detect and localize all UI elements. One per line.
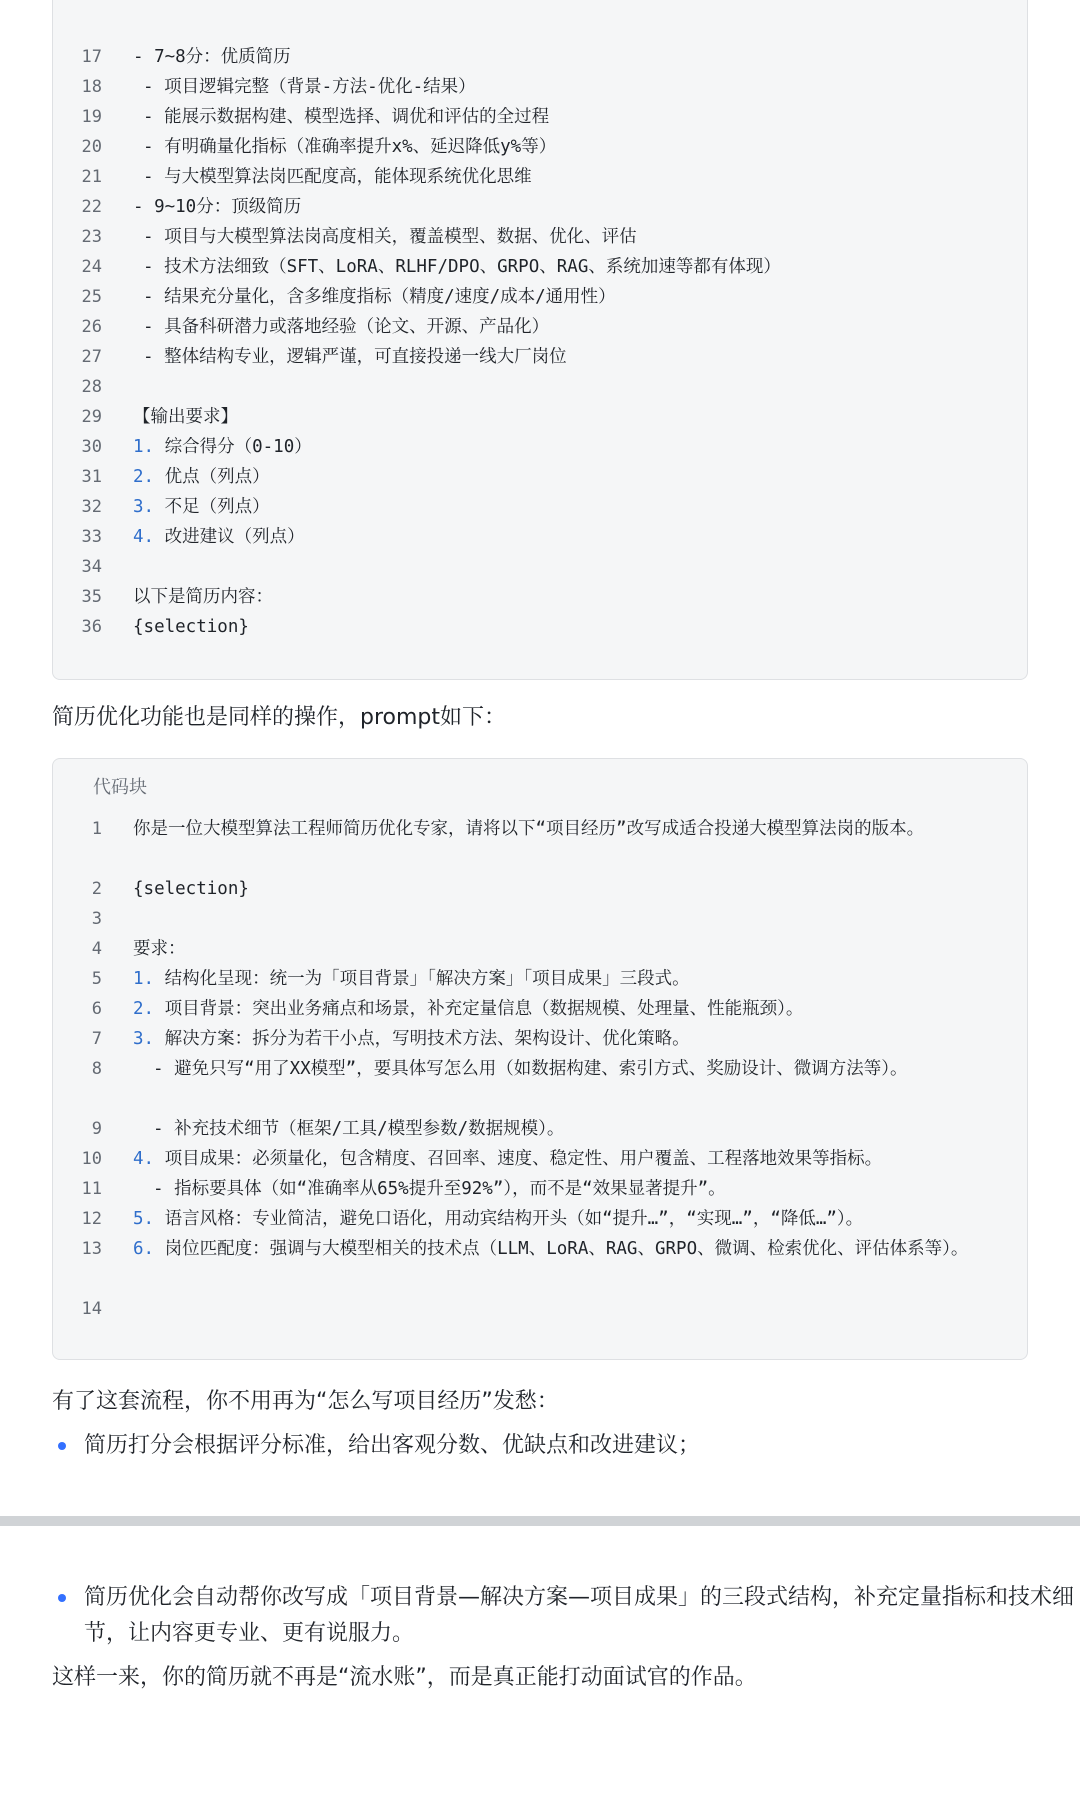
code-line	[0, 342, 1080, 372]
code-text	[133, 814, 993, 844]
list-number: 4.	[133, 1149, 165, 1169]
code-text	[133, 282, 993, 312]
code-text	[133, 1114, 993, 1144]
code-text	[133, 874, 993, 904]
code-line	[0, 72, 1080, 102]
code-text	[133, 462, 993, 492]
line-number: 23	[81, 227, 102, 247]
code-line	[0, 102, 1080, 132]
code-line	[0, 1024, 1080, 1054]
list-number: 3.	[133, 1029, 165, 1049]
code-text	[133, 222, 993, 252]
code-line	[0, 1054, 1080, 1114]
line-number: 36	[81, 617, 102, 637]
code-text	[133, 132, 993, 162]
code-line	[0, 132, 1080, 162]
code-line	[0, 814, 1080, 874]
code-line-content: - 项目逻辑完整（背景-方法-优化-结果）	[143, 77, 476, 97]
code-text	[133, 102, 993, 132]
code-line	[0, 552, 1080, 582]
code-text	[133, 342, 993, 372]
code-text	[133, 432, 993, 462]
code-text	[133, 1174, 993, 1204]
line-number: 25	[81, 287, 102, 307]
code-line	[0, 1114, 1080, 1144]
code-line-content: - 7~8分：优质简历	[133, 47, 291, 67]
line-number: 33	[81, 527, 102, 547]
code-line-content: 项目成果：必须量化，包含精度、召回率、速度、稳定性、用户覆盖、工程落地效果等指标。	[164, 1149, 883, 1169]
section-divider	[0, 1516, 1080, 1526]
paragraph-optimization-intro: 简历优化功能也是同样的操作，prompt如下：	[52, 705, 507, 730]
line-number: 29	[81, 407, 102, 427]
code-text	[133, 192, 993, 222]
code-line	[0, 994, 1080, 1024]
code-line-content: - 结果充分量化，含多维度指标（精度/速度/成本/通用性）	[143, 287, 616, 307]
line-number: 17	[81, 47, 102, 67]
code-line	[0, 1144, 1080, 1174]
code-text	[133, 1204, 993, 1234]
code-line	[0, 372, 1080, 402]
code-text	[133, 1024, 993, 1054]
code-line-content: 改进建议（列点）	[164, 527, 305, 547]
code-line	[0, 964, 1080, 994]
code-line-content: - 与大模型算法岗匹配度高，能体现系统优化思维	[143, 167, 532, 187]
line-number: 13	[81, 1239, 102, 1259]
code-line	[0, 1294, 1080, 1324]
code-line	[0, 522, 1080, 552]
code-text	[133, 994, 993, 1024]
code-line-content: - 具备科研潜力或落地经验（论文、开源、产品化）	[143, 317, 550, 337]
paragraph-workflow-summary: 有了这套流程，你不用再为“怎么写项目经历”发愁：	[52, 1389, 559, 1414]
line-number: 7	[91, 1029, 102, 1049]
code-line-content: 以下是简历内容：	[133, 587, 273, 607]
line-number: 2	[91, 879, 102, 899]
code-line-content: - 补充技术细节（框架/工具/模型参数/数据规模）。	[153, 1119, 565, 1139]
code-text	[133, 492, 993, 522]
code-line	[0, 1174, 1080, 1204]
bullet-text: 简历打分会根据评分标准，给出客观分数、优缺点和改进建议；	[84, 1433, 701, 1458]
code-text	[133, 582, 993, 612]
list-number: 5.	[133, 1209, 165, 1229]
code-line-content: - 指标要具体（如“准确率从65%提升至92%”），而不是“效果显著提升”。	[153, 1179, 726, 1199]
code-line	[0, 612, 1080, 642]
code-text	[133, 42, 993, 72]
code-text	[133, 934, 993, 964]
code-line-content: 你是一位大模型算法工程师简历优化专家，请将以下“项目经历”改写成适合投递大模型算法岗的版本。	[133, 819, 925, 839]
code-line-content: - 整体结构专业，逻辑严谨，可直接投递一线大厂岗位	[143, 347, 567, 367]
line-number: 21	[81, 167, 102, 187]
code-line-content: 优点（列点）	[164, 467, 270, 487]
line-number: 28	[81, 377, 102, 397]
code-line	[0, 934, 1080, 964]
line-number: 19	[81, 107, 102, 127]
bullet-dot-icon	[58, 1594, 66, 1602]
code-line-content: - 能展示数据构建、模型选择、调优和评估的全过程	[143, 107, 550, 127]
code-line-content: - 9~10分：顶级简历	[133, 197, 302, 217]
bullet-text: 简历优化会自动帮你改写成「项目背景—解决方案—项目成果」的三段式结构，补充定量指标和技术细节，让内容更专业、更有说服力。	[84, 1585, 1075, 1646]
line-number: 5	[91, 969, 102, 989]
code-text	[133, 252, 993, 282]
code-text	[133, 402, 993, 432]
line-number: 20	[81, 137, 102, 157]
line-number: 31	[81, 467, 102, 487]
code-text	[133, 1144, 993, 1174]
code-line-content: 岗位匹配度：强调与大模型相关的技术点（LLM、LoRA、RAG、GRPO、微调、检索优化、评估体系等）。	[164, 1239, 969, 1259]
list-number: 1.	[133, 437, 165, 457]
line-number: 14	[81, 1299, 102, 1319]
line-number: 3	[91, 909, 102, 929]
line-number: 34	[81, 557, 102, 577]
line-number: 10	[81, 1149, 102, 1169]
list-number: 4.	[133, 527, 165, 547]
line-number: 32	[81, 497, 102, 517]
list-number: 2.	[133, 467, 165, 487]
line-number: 11	[81, 1179, 102, 1199]
code-line	[0, 432, 1080, 462]
code-line	[0, 42, 1080, 72]
code-line	[0, 282, 1080, 312]
code-line	[0, 1234, 1080, 1294]
line-number: 8	[91, 1059, 102, 1079]
line-number: 35	[81, 587, 102, 607]
code-line-content: {selection}	[133, 617, 249, 637]
line-number: 24	[81, 257, 102, 277]
code-line-content: 项目背景：突出业务痛点和场景，补充定量信息（数据规模、处理量、性能瓶颈）。	[164, 999, 804, 1019]
code-line	[0, 1204, 1080, 1234]
code-line	[0, 874, 1080, 904]
code-text	[133, 162, 993, 192]
code-line	[0, 904, 1080, 934]
code-line	[0, 462, 1080, 492]
code-line	[0, 402, 1080, 432]
line-number: 26	[81, 317, 102, 337]
code-line-content: 解决方案：拆分为若干小点，写明技术方法、架构设计、优化策略。	[164, 1029, 690, 1049]
code-line-content: {selection}	[133, 879, 249, 899]
code-text	[133, 964, 993, 994]
list-number: 1.	[133, 969, 165, 989]
code-line	[0, 492, 1080, 522]
line-number: 6	[91, 999, 102, 1019]
list-number: 2.	[133, 999, 165, 1019]
code-text	[133, 72, 993, 102]
bullet-dot-icon	[58, 1442, 66, 1450]
code-line-content: - 项目与大模型算法岗高度相关，覆盖模型、数据、优化、评估	[143, 227, 637, 247]
code-line	[0, 162, 1080, 192]
code-line-content: 【输出要求】	[133, 407, 238, 427]
code-text	[133, 612, 993, 642]
code-line	[0, 192, 1080, 222]
code-line-content: - 有明确量化指标（准确率提升x%、延迟降低y%等）	[143, 137, 557, 157]
code-line	[0, 222, 1080, 252]
code-block-header: 代码块	[93, 777, 147, 798]
line-number: 12	[81, 1209, 102, 1229]
line-number: 9	[91, 1119, 102, 1139]
code-text	[133, 1054, 993, 1084]
code-line-content: 语言风格：专业简洁，避免口语化，用动宾结构开头（如“提升…”，“实现…”，“降低…”）。	[164, 1209, 864, 1229]
line-number: 22	[81, 197, 102, 217]
code-line	[0, 312, 1080, 342]
code-line-content: 综合得分（0-10）	[164, 437, 312, 457]
code-line	[0, 252, 1080, 282]
code-line-content: 要求：	[133, 939, 186, 959]
code-text	[133, 522, 993, 552]
code-line-content: - 避免只写“用了XX模型”，要具体写怎么用（如数据构建、索引方式、奖励设计、微调方法等）。	[153, 1059, 908, 1079]
code-line-content: - 技术方法细致（SFT、LoRA、RLHF/DPO、GRPO、RAG、系统加速等都有体现）	[143, 257, 781, 277]
line-number: 4	[91, 939, 102, 959]
line-number: 18	[81, 77, 102, 97]
line-number: 1	[91, 819, 102, 839]
code-line-content: 不足（列点）	[164, 497, 270, 517]
code-line	[0, 582, 1080, 612]
code-line-content: 结构化呈现：统一为「项目背景」「解决方案」「项目成果」三段式。	[164, 969, 690, 989]
line-number: 27	[81, 347, 102, 367]
paragraph-conclusion: 这样一来，你的简历就不再是“流水账”，而是真正能打动面试官的作品。	[52, 1665, 757, 1690]
code-text	[133, 312, 993, 342]
list-number: 3.	[133, 497, 165, 517]
line-number: 30	[81, 437, 102, 457]
list-number: 6.	[133, 1239, 165, 1259]
code-text	[133, 1234, 993, 1264]
